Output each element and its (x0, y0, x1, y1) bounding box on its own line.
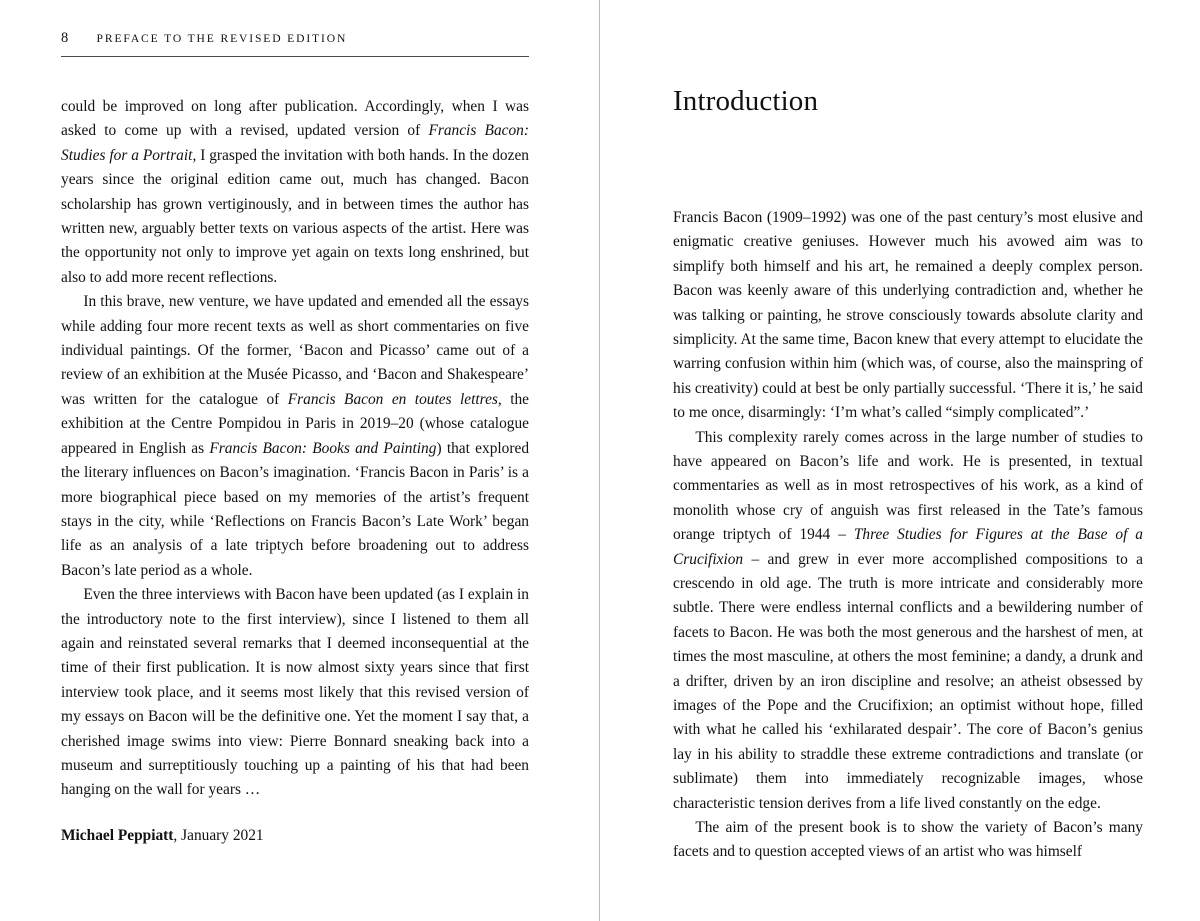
paragraph: The aim of the present book is to show the variety of Bacon’s many facets and to question accepted views of an artist who was himself (673, 819, 1143, 861)
paragraph: This complexity rarely comes across in the large number of studies to have appeared on Bacon’s life and work. He is presented, in textual commentaries as well as in most retrospectives of his work, as a kind of monolith whose cry of anguish was first released in the Tate’s famous orange triptych of 1944 – Three Studies for Figures at the Base of a Crucifixion – and grew in ever more accomplished compositions to a crescendo in old age. The truth is more intricate and considerably more subtle. There were endless internal conflicts and a bewildering number of facets to Bacon. He was both the most generous and the harshest of men, at times the most masculine, at others the most feminine; a dandy, a drunk and a drifter, driven by an iron discipline and resolve; an atheist obsessed by images of the Pope and the Crucifixion; an optimist without hope, filled with what he called his ‘exhilarated despair’. The core of Bacon’s genius lay in his ability to straddle these extreme contradictions and translate (or sublimate) them into immediately recognizable images, whose characteristic tension derives from a life lived constantly on the edge. (673, 428, 1144, 812)
chapter-title: Introduction (673, 85, 819, 117)
signature-date: , January 2021 (173, 826, 264, 844)
paragraph: Francis Bacon (1909–1992) was one of the past century’s most elusive and enigmatic creative geniuses. However much his avowed aim was to simplify both himself and his art, he remained a deeply complex person. Bacon was keenly aware of this underlying contradiction and, whether he was talking or painting, he strove consciously towards absolute clarity and simplicity. At the same time, Bacon knew that every attempt to elucidate the warring confusion within him (which was, of course, also the mainspring of his creativity) could at best be only partially successful. ‘There it is,’ he said to me once, disarmingly: ‘I’m what’s called “simply complicated”.’ (673, 208, 1143, 422)
signature-line (61, 824, 529, 848)
verso-page (0, 0, 599, 921)
paragraph: In this brave, new venture, we have updated and emended all the essays while adding four more recent texts as well as short commentaries on five individual paintings. Of the former, ‘Bacon and Picasso’ came out of a review of an exhibition at the Musée Picasso, and ‘Bacon and Shakespeare’ was written for the catalogue of Francis Bacon en toutes lettres, the exhibition at the Centre Pompidou in Paris in 2019–20 (whose catalogue appeared in English as Francis Bacon: Books and Painting) that explored the literary influences on Bacon’s imagination. ‘Francis Bacon in Paris’ is a more biographical piece based on my memories of the artist’s frequent stays in the city, while ‘Reflections on Francis Bacon’s Late Work’ began life as an analysis of a late triptych before broadening out to address Bacon’s late period as a whole. (61, 293, 530, 579)
recto-page (600, 0, 1200, 921)
recto-body (673, 206, 1143, 865)
signature-name: Michael Peppiatt (61, 826, 174, 844)
verso-body (61, 95, 529, 803)
page-number: 8 (61, 30, 69, 46)
running-title: PREFACE TO THE REVISED EDITION (96, 32, 348, 45)
paragraph: could be improved on long after publication. Accordingly, when I was asked to come up with a revised, updated version of Francis Bacon: Studies for a Portrait, I grasped the invitation with both hands. In the dozen years since the original edition came out, much has changed. Bacon scholarship has grown vertiginously, and in between times the author has written new, arguably better texts on various aspects of the artist. Here was the opportunity not only to improve yet again on texts long enshrined, but also to add more recent reflections. (61, 98, 529, 286)
paragraph: Even the three interviews with Bacon have been updated (as I explain in the introductory note to the first interview), since I listened to them all again and reinstated several remarks that I deemed inconsequential at the time of their first publication. It is now almost sixty years since that first interview took place, and it seems most likely that this revised version of my essays on Bacon will be the definitive one. Yet the moment I say that, a cherished image swims into view: Pierre Bonnard sneaking back into a museum and surreptitiously touching up a painting of his that had been hanging on the wall for years … (61, 586, 529, 799)
running-head (61, 30, 529, 57)
